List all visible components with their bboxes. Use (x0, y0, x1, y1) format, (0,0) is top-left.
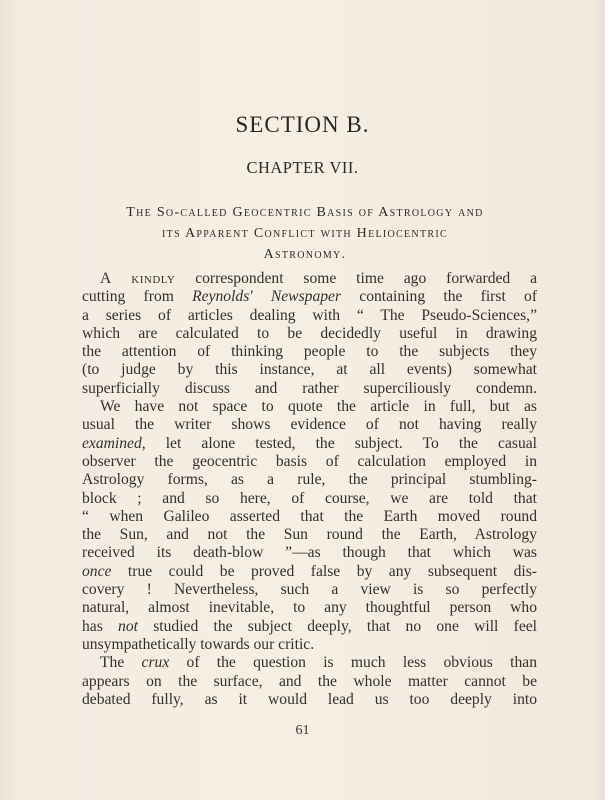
text-line (82, 270, 537, 288)
text-line (82, 618, 537, 636)
text-line: debated fully, as it would lead us too deeply into (82, 690, 537, 708)
text-line: “ when Galileo asserted that the Earth moved round (82, 507, 537, 525)
text-line: observer the geocentric basis of calculation employed in (82, 452, 537, 470)
text-span: true could be proved false by any subsequent dis- (111, 562, 537, 580)
italic-word: crux (141, 654, 170, 672)
text-line: natural, almost inevitable, to any thoughtful person who (82, 599, 537, 617)
text-span: cutting from (82, 288, 193, 306)
text-line: superficially discuss and rather superciliously condemn. (82, 379, 537, 397)
text-span: of the question is much less obvious than (169, 654, 537, 672)
text-line: received its death-blow ”—as though that which was (82, 544, 537, 562)
text-line: appears on the surface, and the whole matter cannot be (82, 672, 537, 690)
text-line (82, 563, 537, 581)
page-number: 61 (295, 723, 310, 738)
body-text (82, 270, 537, 709)
italic-word: examined (82, 434, 142, 452)
drop-lead-words: A kindly (100, 270, 176, 287)
text-line: Astrology forms, as a rule, the principal stumbling- (82, 471, 537, 489)
text-line: a series of articles dealing with “ The Pseudo-Sciences,” (82, 306, 537, 324)
text-line: covery ! Nevertheless, such a view is so perfectly (82, 581, 537, 599)
text-span: has (82, 617, 119, 635)
text-line: the attention of thinking people to the subjects they (82, 343, 537, 361)
heading-line: The So-called Geocentric Basis of Astrology and (126, 205, 484, 220)
italic-word: not (118, 617, 138, 635)
text-line (82, 288, 537, 306)
text-span: studied the subject deeply, that no one will feel (137, 617, 537, 635)
text-span: containing the first of (341, 288, 538, 306)
text-line: the Sun, and not the Sun round the Earth, Astrology (82, 526, 537, 544)
heading-line: Astronomy. (263, 247, 347, 262)
text-span: , let alone tested, the subject. To the casual (141, 434, 537, 452)
text-line: usual the writer shows evidence of not having really (82, 416, 537, 434)
text-line: We have not space to quote the article in full, but as (100, 398, 537, 416)
text-line (82, 435, 537, 453)
text-span: The (100, 654, 142, 672)
text-line: which are calculated to be decidedly useful in drawing (82, 324, 537, 342)
text-line: block ; and so here, of course, we are told that (82, 489, 537, 507)
italic-title: Reynolds' Newspaper (192, 288, 342, 306)
chapter-title: CHAPTER VII. (246, 158, 359, 177)
text-line: (to judge by this instance, at all events) somewhat (82, 361, 537, 379)
heading-line: its Apparent Conflict with Heliocentric (162, 226, 448, 241)
text-line (82, 654, 537, 672)
section-title: SECTION B. (235, 112, 370, 137)
text-line: unsympathetically towards our critic. (82, 635, 315, 653)
italic-word: once (82, 562, 112, 580)
chapter-heading (70, 202, 540, 265)
text-span: correspondent some time ago forwarded a (175, 270, 537, 287)
